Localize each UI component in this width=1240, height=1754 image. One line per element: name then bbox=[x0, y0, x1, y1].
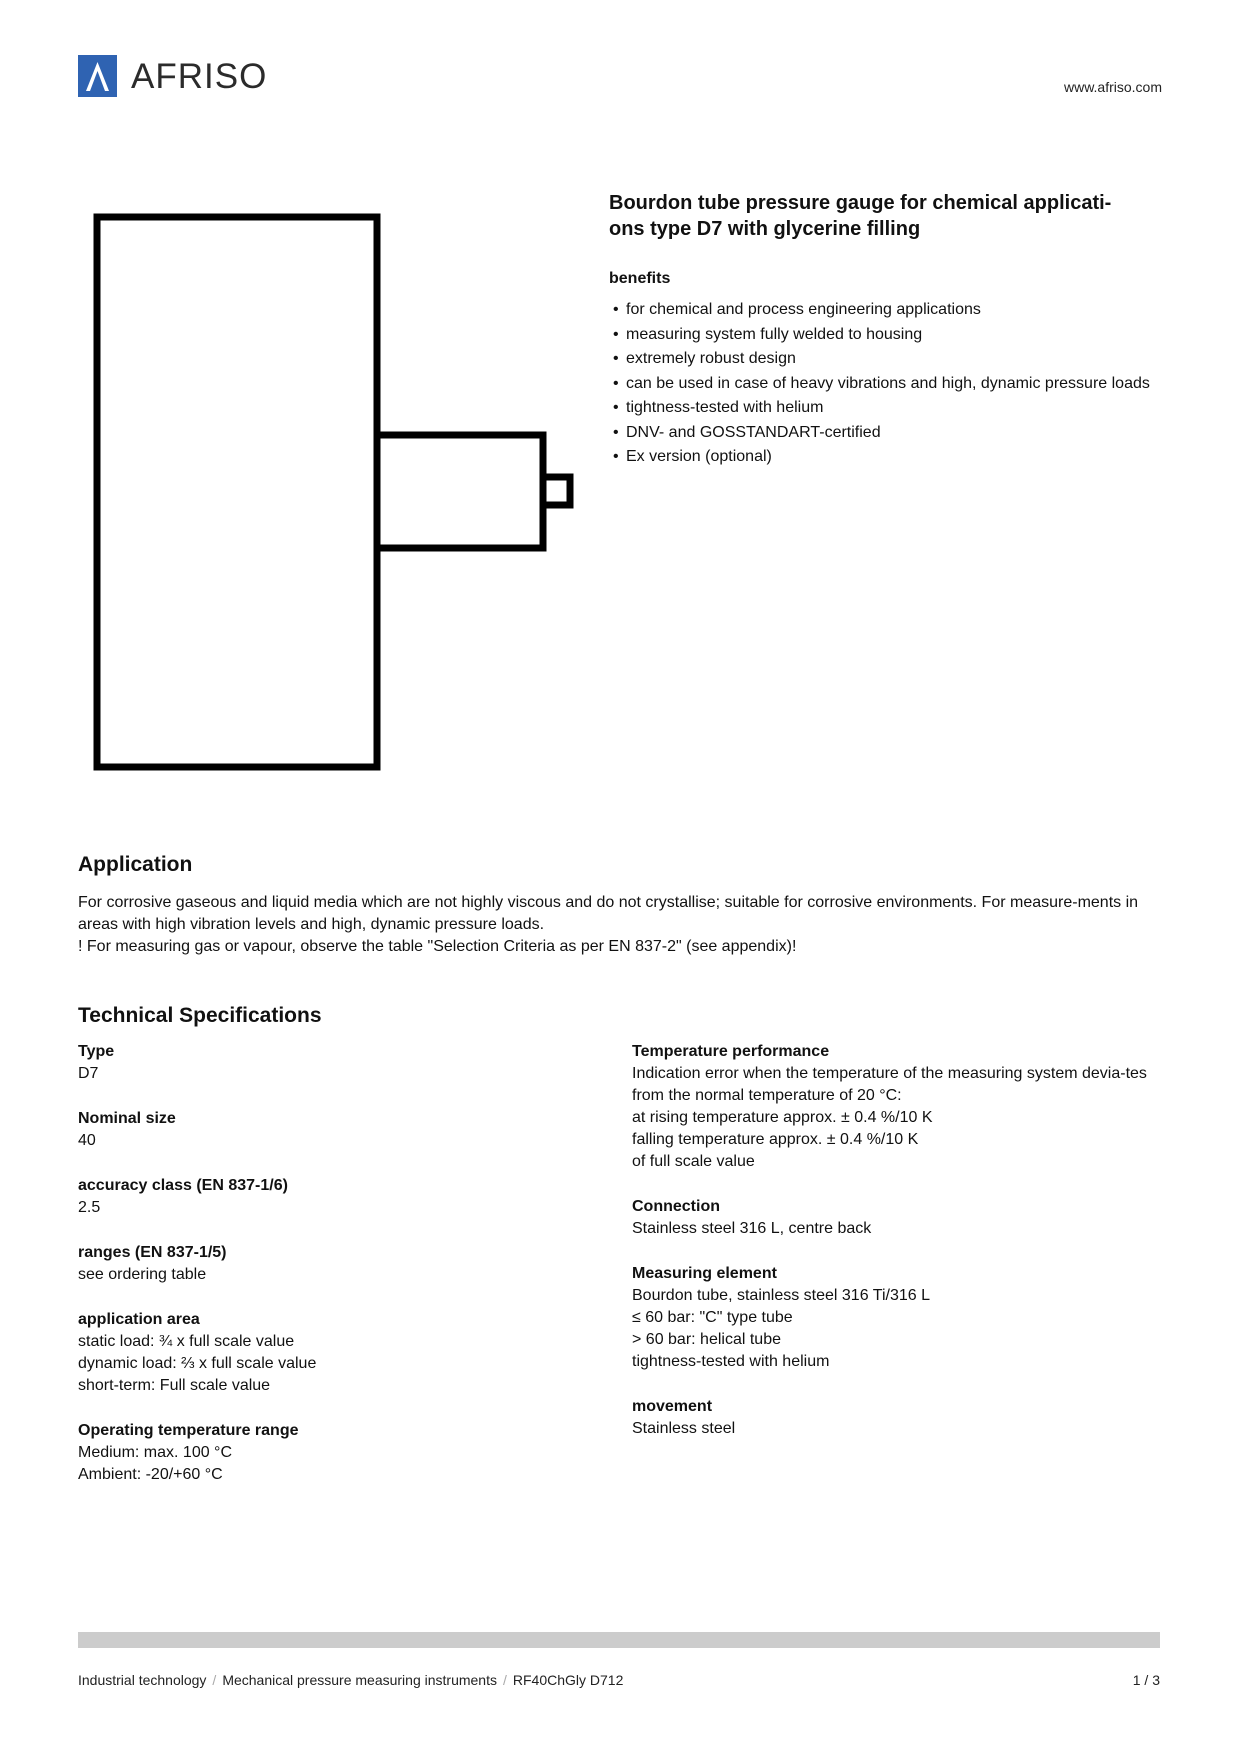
application-note: ! For measuring gas or vapour, observe the table "Selection Criteria as per EN 837-2" (see appendix)! bbox=[78, 938, 797, 955]
spec-label: ranges (EN 837-1/5) bbox=[78, 1244, 227, 1261]
spec-value: D7 bbox=[78, 1065, 99, 1082]
spec-movement bbox=[632, 1396, 1172, 1440]
page-number: 1 / 3 bbox=[1132, 1672, 1160, 1688]
spec-value: of full scale value bbox=[632, 1153, 755, 1170]
spec-temperature-performance bbox=[632, 1041, 1172, 1173]
website-url[interactable]: www.afriso.com bbox=[1063, 79, 1162, 95]
spec-column-left bbox=[78, 1041, 598, 1509]
afriso-logo-mark-icon bbox=[78, 55, 117, 97]
spec-type bbox=[78, 1041, 598, 1085]
spec-value: 40 bbox=[78, 1132, 96, 1149]
spec-label: Temperature performance bbox=[632, 1043, 830, 1060]
gauge-case-outline bbox=[97, 217, 377, 767]
benefit-item: • Ex version (optional) bbox=[612, 447, 1162, 467]
spec-label: Measuring element bbox=[632, 1265, 777, 1282]
footer-divider-bar bbox=[78, 1632, 1160, 1648]
afriso-logo bbox=[78, 55, 267, 97]
spec-column-right bbox=[632, 1041, 1172, 1463]
benefits-heading: benefits bbox=[609, 270, 671, 287]
spec-value: dynamic load: ⅔ x full scale value bbox=[78, 1355, 317, 1372]
spec-value: ≤ 60 bar: "C" type tube bbox=[632, 1309, 793, 1326]
spec-value: short-term: Full scale value bbox=[78, 1377, 271, 1394]
benefit-item: • DNV- and GOSSTANDART-certified bbox=[612, 423, 1162, 443]
spec-operating-temperature bbox=[78, 1420, 598, 1486]
spec-value: tightness-tested with helium bbox=[632, 1353, 830, 1370]
spec-value: 2.5 bbox=[78, 1199, 101, 1216]
benefit-item: • tightness-tested with helium bbox=[612, 398, 1162, 418]
technical-specifications-heading: Technical Specifications bbox=[78, 1004, 322, 1027]
spec-value: > 60 bar: helical tube bbox=[632, 1331, 781, 1348]
benefit-item: • can be used in case of heavy vibrations and high, dynamic pressure loads bbox=[612, 374, 1162, 394]
spec-value: Ambient: -20/+60 °C bbox=[78, 1466, 223, 1483]
spec-value: Stainless steel 316 L, centre back bbox=[632, 1220, 872, 1237]
gauge-side-view-drawing bbox=[85, 205, 585, 780]
product-title-line-2: ons type D7 with glycerine filling bbox=[609, 218, 921, 240]
benefit-item: • measuring system fully welded to housing bbox=[612, 325, 1162, 345]
spec-label: accuracy class (EN 837-1/6) bbox=[78, 1177, 288, 1194]
spec-value: falling temperature approx. ± 0.4 %/10 K bbox=[632, 1131, 919, 1148]
spec-accuracy-class bbox=[78, 1175, 598, 1219]
spec-value: at rising temperature approx. ± 0.4 %/10 K bbox=[632, 1109, 933, 1126]
breadcrumb-separator: / bbox=[503, 1672, 507, 1688]
brand-name: AFRISO bbox=[131, 56, 268, 96]
spec-label: Type bbox=[78, 1043, 115, 1060]
spec-nominal-size bbox=[78, 1108, 598, 1152]
benefit-item: • for chemical and process engineering applications bbox=[612, 300, 1162, 320]
spec-value: Medium: max. 100 °C bbox=[78, 1444, 233, 1461]
spec-label: Operating temperature range bbox=[78, 1422, 299, 1439]
spec-value: Indication error when the temperature of the measuring system devia-tes from the normal temperature of 20 °C: bbox=[632, 1065, 1147, 1104]
spec-measuring-element bbox=[632, 1263, 1172, 1373]
application-text bbox=[78, 892, 1173, 958]
spec-value: Stainless steel bbox=[632, 1420, 736, 1437]
application-heading: Application bbox=[78, 853, 193, 876]
footer-breadcrumb bbox=[78, 1672, 623, 1688]
spec-label: Connection bbox=[632, 1198, 720, 1215]
breadcrumb-separator: / bbox=[212, 1672, 217, 1688]
spec-application-area bbox=[78, 1309, 598, 1397]
breadcrumb-item: Industrial technology bbox=[78, 1672, 207, 1688]
benefits-list bbox=[612, 300, 1162, 472]
spec-ranges bbox=[78, 1242, 598, 1286]
spec-label: movement bbox=[632, 1398, 713, 1415]
breadcrumb-item: Mechanical pressure measuring instruments bbox=[222, 1672, 497, 1688]
gauge-outline bbox=[97, 217, 570, 767]
spec-value: see ordering table bbox=[78, 1266, 207, 1283]
breadcrumb-item: RF40ChGly D712 bbox=[512, 1672, 624, 1688]
spec-value: Bourdon tube, stainless steel 316 Ti/316 L bbox=[632, 1287, 930, 1304]
product-title bbox=[609, 190, 1169, 242]
spec-label: application area bbox=[78, 1311, 200, 1328]
application-paragraph: For corrosive gaseous and liquid media which are not highly viscous and do not crystallise; suitable for corrosive environments. For measure-ments in areas with high vibration levels and high, dynamic pressure loads. bbox=[78, 894, 1139, 933]
gauge-connector-outline bbox=[543, 477, 570, 505]
spec-label: Nominal size bbox=[78, 1110, 176, 1127]
spec-connection bbox=[632, 1196, 1172, 1240]
spec-value: static load: ¾ x full scale value bbox=[78, 1333, 295, 1350]
benefit-item: • extremely robust design bbox=[612, 349, 1162, 369]
gauge-socket-outline bbox=[377, 435, 543, 548]
product-title-line-1: Bourdon tube pressure gauge for chemical applicati- bbox=[609, 192, 1112, 214]
